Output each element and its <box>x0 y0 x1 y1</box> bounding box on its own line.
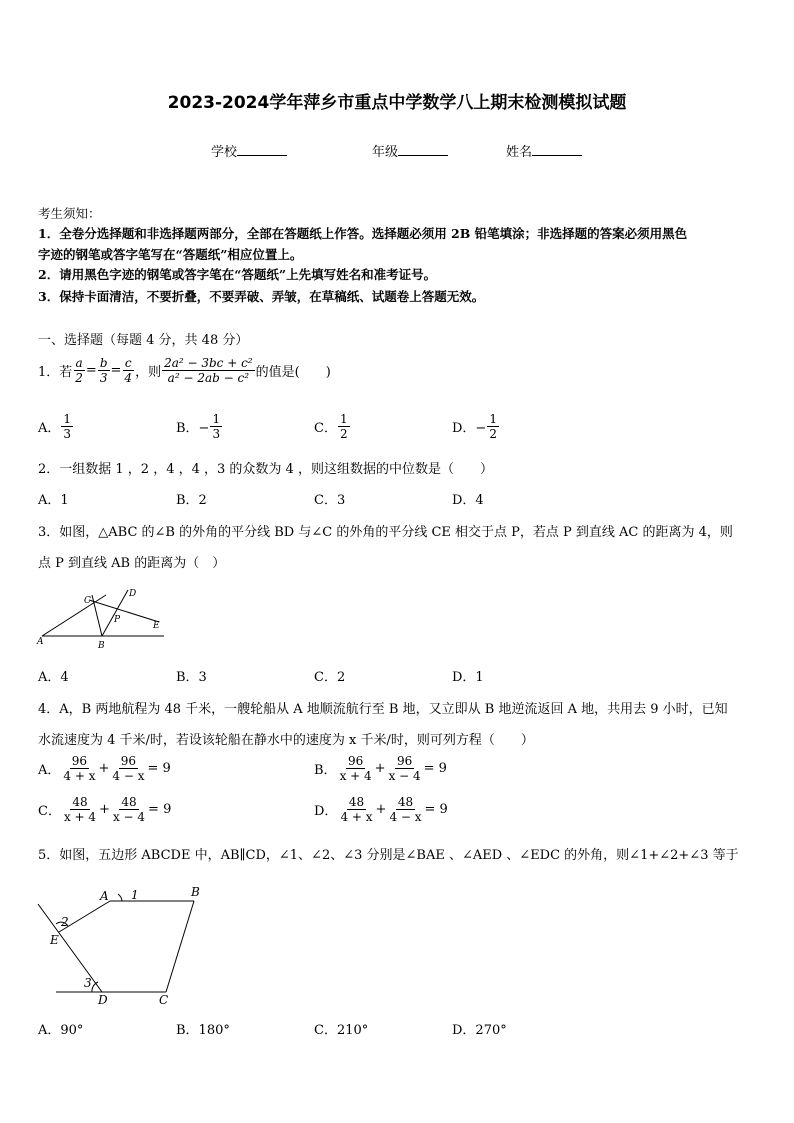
label-a: A <box>37 637 44 647</box>
q1-lead: 1．若 <box>38 365 73 380</box>
name-field[interactable] <box>506 141 582 160</box>
label-b: B <box>191 885 200 899</box>
q1-big-frac: $\frac{\text{2a² − 3bc + c²}}{\text{a² − 2ab − c²}}$ <box>164 356 253 385</box>
line-ce <box>89 600 159 622</box>
q5-option-c[interactable]: C．210° <box>314 1023 369 1038</box>
page-title: 2023-2024学年萍乡市重点中学数学八上期末检测模拟试题 <box>167 93 627 113</box>
name-label: 姓名 <box>506 145 533 160</box>
label-angle-2: 2 <box>61 915 69 929</box>
question-4-line-2: 水流速度为 4 千米/时，若设该轮船在静水中的速度为 x 千米/时，则可列方程（ ） <box>38 733 534 748</box>
q2-option-b[interactable]: B．2 <box>176 493 207 508</box>
q4-option-a[interactable]: A． $\frac{96}{4 + x}$ + $\frac{96}{4 - x}$ = 9 <box>38 754 171 783</box>
q3-figure <box>34 584 174 654</box>
line-ed <box>38 904 102 992</box>
label-c: C <box>84 596 91 606</box>
question-3-line-2: 点 P 到直线 AB 的距离为（ ） <box>38 556 226 571</box>
label-b: B <box>98 641 105 651</box>
q5-option-d[interactable]: D．270° <box>452 1023 507 1038</box>
question-3-line-1: 3．如图，△ABC 的∠B 的外角的平分线 BD 与∠C 的外角的平分线 CE 相交于点 P，若点 P 到直线 AC 的距离为 4，则 <box>38 525 733 540</box>
question-4-line-1: 4．A，B 两地航程为 48 千米，一艘轮船从 A 地顺流航行至 B 地，又立即从 B 地逆流返回 A 地，共用去 9 小时，已知 <box>38 702 728 717</box>
grade-blank[interactable] <box>398 143 448 156</box>
label-angle-1: 1 <box>131 888 139 902</box>
grade-label: 年级 <box>372 145 399 160</box>
q1-option-d[interactable]: D．− $\frac{1}{2}$ <box>452 412 497 441</box>
line-ac <box>42 595 106 636</box>
q4-option-d[interactable]: D． $\frac{48}{4 + x}$ + $\frac{48}{4 - x}$ = 9 <box>314 795 448 824</box>
school-blank[interactable] <box>237 143 287 156</box>
grade-field[interactable] <box>372 141 448 160</box>
q1-tail: 的值是( ) <box>255 365 331 380</box>
notice-item-2: 2．请用黑色字迹的钢笔或答字笔在“答题纸”上先填写姓名和准考证号。 <box>38 267 437 282</box>
school-field[interactable] <box>211 141 287 160</box>
q1-frac-b: $\frac{b}{3}$ <box>99 356 108 385</box>
q1-mid: ，则 <box>135 365 162 380</box>
section-heading: 一、选择题（每题 4 分，共 48 分） <box>38 333 249 348</box>
q1-frac-c: $\frac{c}{4}$ <box>124 356 133 385</box>
q3-option-d[interactable]: D．1 <box>452 670 484 685</box>
q3-option-b[interactable]: B．3 <box>176 670 207 685</box>
notice-item-3: 3．保持卡面清洁，不要折叠，不要弄破、弄皱，在草稿纸、试题卷上答题无效。 <box>38 289 485 304</box>
q2-option-c[interactable]: C．3 <box>314 493 346 508</box>
label-d: D <box>98 993 108 1007</box>
label-e: E <box>50 933 59 947</box>
q3-option-c[interactable]: C．2 <box>314 670 346 685</box>
q1-option-c[interactable]: C． $\frac{1}{2}$ <box>314 412 348 441</box>
q2-option-d[interactable]: D．4 <box>452 493 484 508</box>
q5-option-b[interactable]: B．180° <box>176 1023 230 1038</box>
label-d: D <box>129 589 137 599</box>
label-e: E <box>153 621 160 631</box>
label-p: P <box>114 615 121 625</box>
q5-option-a[interactable]: A．90° <box>38 1023 84 1038</box>
question-5: 5．如图，五边形 ABCDE 中，AB∥CD，∠1、∠2、∠3 分别是∠BAE 、∠AED 、∠EDC 的外角，则∠1+∠2+∠3 等于 <box>38 848 739 863</box>
notice-heading: 考生须知： <box>38 206 101 221</box>
question-2: 2．一组数据 1 ，2 ，4 ，4 ，3 的众数为 4 ，则这组数据的中位数是（ ） <box>38 462 493 477</box>
notice-item-1a: 1．全卷分选择题和非选择题两部分，全部在答题纸上作答。选择题必须用 2B 铅笔填涂；非选择题的答案必须用黑色 <box>38 226 688 241</box>
school-label: 学校 <box>211 145 238 160</box>
label-angle-3: 3 <box>84 976 92 990</box>
line-bc <box>166 901 194 992</box>
line-bd <box>102 590 128 636</box>
q4-option-b[interactable]: B． $\frac{96}{x + 4}$ + $\frac{96}{x - 4}$ = 9 <box>314 754 447 783</box>
q3-option-a[interactable]: A．4 <box>38 670 69 685</box>
question-1: 1．若 $\frac{a}{2}$ = $\frac{b}{3}$ = $\frac{c}{4}$ ，则 $\frac{\text{2a² − 3bc + c²}}{\text{a² − 2ab − c²}}$ 的值是( ) <box>38 356 331 385</box>
q1-frac-a: $\frac{a}{2}$ <box>75 356 83 385</box>
notice-item-1b: 字迹的钢笔或答字笔写在“答题纸”相应位置上。 <box>38 247 303 262</box>
name-blank[interactable] <box>532 143 582 156</box>
q1-option-b[interactable]: B．− $\frac{1}{3}$ <box>176 412 221 441</box>
q2-option-a[interactable]: A．1 <box>38 493 69 508</box>
q1-option-a[interactable]: A． $\frac{1}{3}$ <box>38 412 72 441</box>
label-a: A <box>100 889 109 903</box>
arc-1 <box>118 894 122 901</box>
label-c: C <box>159 993 169 1007</box>
q4-option-c[interactable]: C． $\frac{48}{x + 4}$ + $\frac{48}{x - 4}$ = 9 <box>38 795 172 824</box>
arc-3 <box>92 982 98 992</box>
q5-figure <box>34 876 214 1008</box>
